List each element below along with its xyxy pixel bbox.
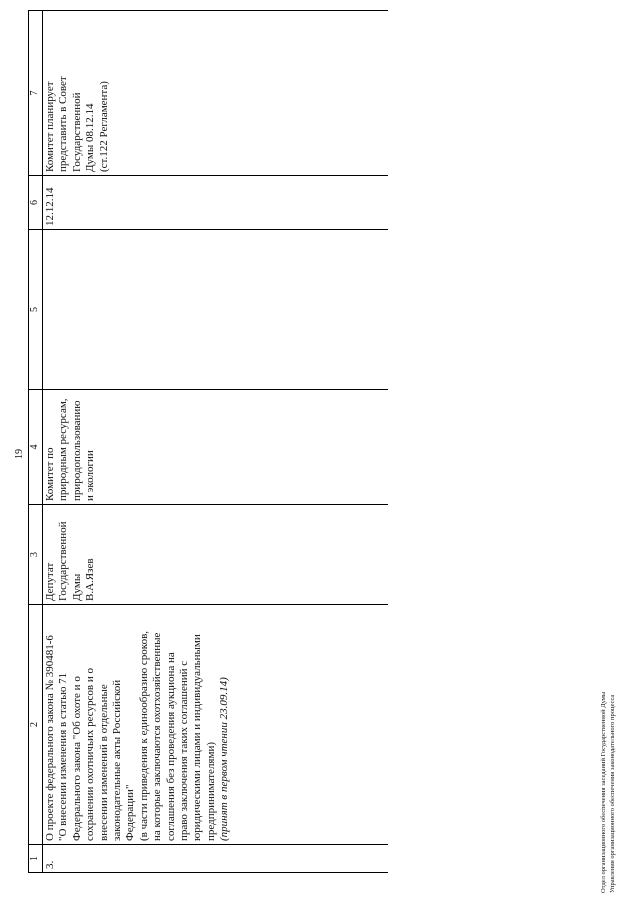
note-line: Думы 08.12.14 (84, 103, 97, 172)
note-line: (ст.122 Регламента) (97, 81, 110, 172)
header-col-7: 7 (29, 11, 43, 176)
initiator-line: Думы (70, 573, 83, 601)
header-col-6: 6 (29, 176, 43, 230)
header-col-5: 5 (29, 230, 43, 390)
page-number: 19 (14, 449, 25, 459)
footer-line: Управления организационного обеспечения законодательного процесса (608, 694, 616, 893)
title-line: на которые заключаются охотхозяйственные (151, 632, 164, 841)
initiator-line: Государственной (57, 521, 70, 601)
title-line: внесении изменений в отдельные (97, 684, 110, 841)
header-col-3: 3 (29, 505, 43, 605)
header-col-4: 4 (29, 390, 43, 505)
agenda-table (28, 10, 388, 873)
title-line: Федерации" (124, 784, 137, 841)
footer-department (600, 692, 618, 893)
table-header-row (29, 11, 43, 873)
title-line: соглашения без проведения аукциона на (164, 652, 177, 841)
title-line: юридическими лицами и индивидуальными (191, 634, 204, 841)
note-line: Комитет планирует (44, 81, 56, 172)
committee-line: природным ресурсам, (57, 398, 70, 501)
initiator-line: Депутат (44, 562, 56, 601)
footer-line: Отдел организационного обеспечения заседаний Государственной Думы (600, 691, 607, 893)
note-line: Государственной (70, 92, 83, 172)
committee-line: и экологии (84, 450, 97, 501)
initiator-cell (43, 505, 388, 605)
committee-cell (43, 390, 388, 505)
row-number: 3. (43, 845, 388, 873)
title-line: законодательные акты Российской (111, 679, 124, 841)
note-cell (43, 11, 388, 176)
title-line: сохранении охотничьих ресурсов и о (84, 668, 97, 841)
title-line: "О внесении изменения в статью 71 (57, 672, 70, 841)
title-line: предпринимателями) (204, 742, 217, 841)
table-row (43, 11, 388, 873)
bill-title-cell (43, 605, 388, 845)
note-line: представить в Совет (57, 76, 70, 172)
header-col-2: 2 (29, 605, 43, 845)
committee-line: Комитет по (44, 447, 56, 501)
initiator-line: В.А.Язев (84, 558, 97, 601)
header-col-1: 1 (29, 845, 43, 873)
title-line: (в части приведения к единообразию сроков, (137, 630, 150, 841)
first-reading-note: (принят в первом чтении 23.09.14) (218, 677, 231, 841)
committee-line: природопользованию (70, 400, 83, 501)
date-cell: 12.12.14 (43, 176, 388, 230)
title-line: Федерального закона "Об охоте и о (70, 676, 83, 841)
title-line: право заключения таких соглашений с (178, 660, 191, 841)
title-line: О проекте федерального закона № 390481-6 (44, 635, 56, 841)
col5-cell (43, 230, 388, 390)
